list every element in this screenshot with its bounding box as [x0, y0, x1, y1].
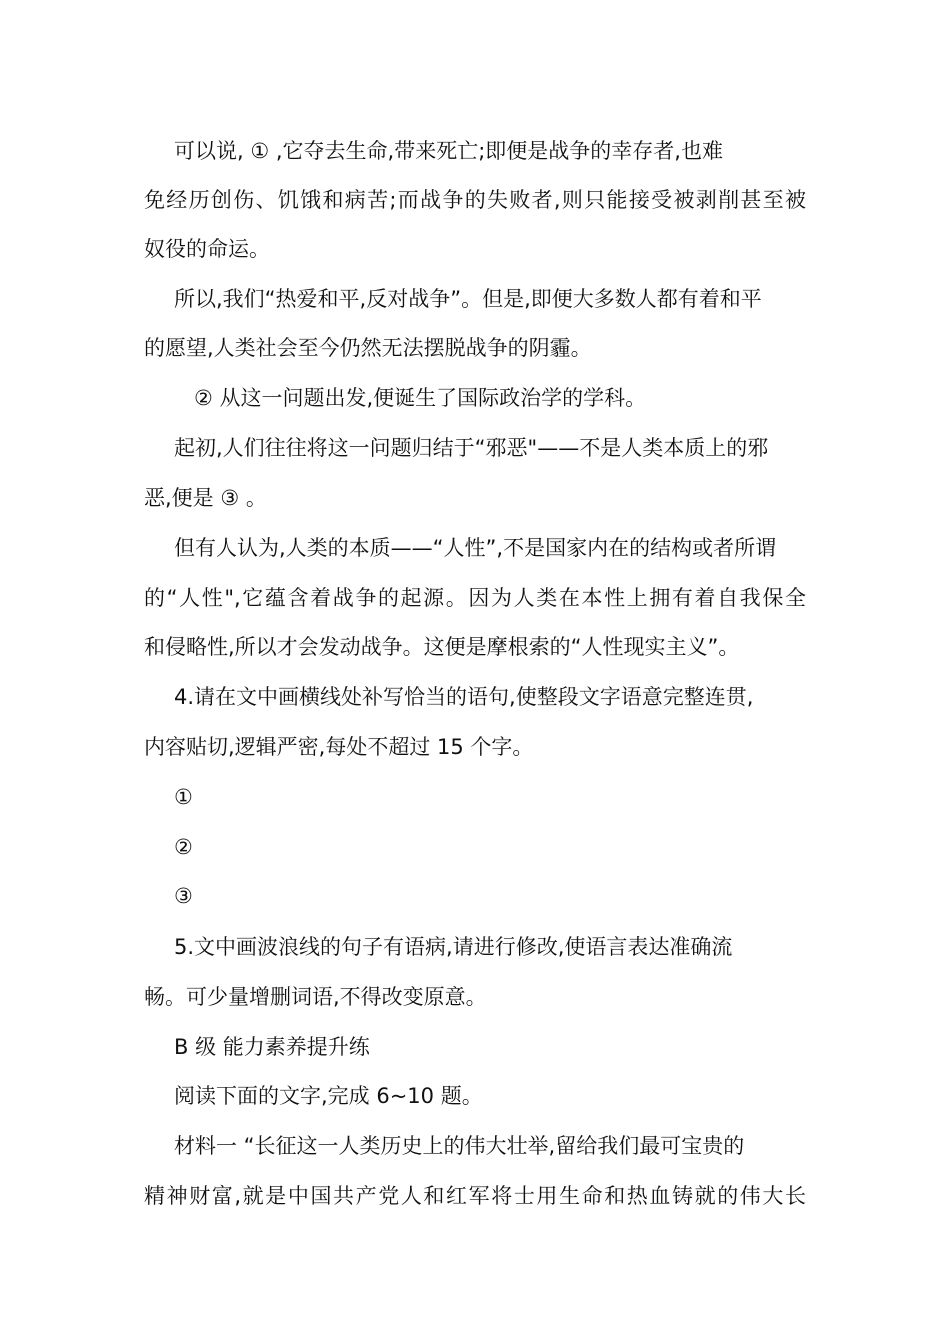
p5-line-3: 和侵略性,所以才会发动战争。这便是摩根索的“人性现实主义”。 [144, 635, 740, 659]
p4-line-1: 起初,人们往往将这一问题归结于“邪恶"——不是人类本质上的邪 [174, 436, 769, 460]
p4-line-2: 恶,便是 ③ 。 [144, 486, 267, 510]
question-4-line-1: 4.请在文中画横线处补写恰当的语句,使整段文字语意完整连贯, [174, 685, 754, 709]
p1-line-3: 奴役的命运。 [144, 237, 270, 261]
answer-blank-2: ② [174, 835, 193, 859]
question-5-line-2: 畅。可少量增删词语,不得改变原意。 [144, 985, 487, 1009]
p2-line-1: 所以,我们“热爱和平,反对战争”。但是,即便大多数人都有着和平 [174, 287, 762, 311]
p5-line-1: 但有人认为,人类的本质——“人性”,不是国家内在的结构或者所谓 [174, 536, 777, 560]
material-1-line-2: 精神财富,就是中国共产党人和红军将士用生命和热血铸就的伟大长 [144, 1184, 806, 1208]
p1-line-1: 可以说, ① ,它夺去生命,带来死亡;即便是战争的幸存者,也难 [174, 139, 723, 163]
material-1-line-1: 材料一 “长征这一人类历史上的伟大壮举,留给我们最可宝贵的 [174, 1134, 745, 1158]
p1-line-2: 免经历创伤、饥饿和病苦;而战争的失败者,则只能接受被剥削甚至被 [144, 188, 806, 212]
question-4-line-2: 内容贴切,逻辑严密,每处不超过 15 个字。 [144, 735, 534, 759]
p3-line-1: ② 从这一问题出发,便诞生了国际政治学的学科。 [194, 386, 647, 410]
p5-line-2: 的“人性",它蕴含着战争的起源。因为人类在本性上拥有着自我保全 [144, 586, 806, 610]
section-title: B 级 能力素养提升练 [174, 1035, 370, 1059]
section-instruction: 阅读下面的文字,完成 6~10 题。 [174, 1084, 483, 1108]
p2-line-2: 的愿望,人类社会至今仍然无法摆脱战争的阴霾。 [144, 336, 592, 360]
answer-blank-3: ③ [174, 884, 193, 908]
answer-blank-1: ① [174, 785, 193, 809]
question-5-line-1: 5.文中画波浪线的句子有语病,请进行修改,使语言表达准确流 [174, 935, 733, 959]
